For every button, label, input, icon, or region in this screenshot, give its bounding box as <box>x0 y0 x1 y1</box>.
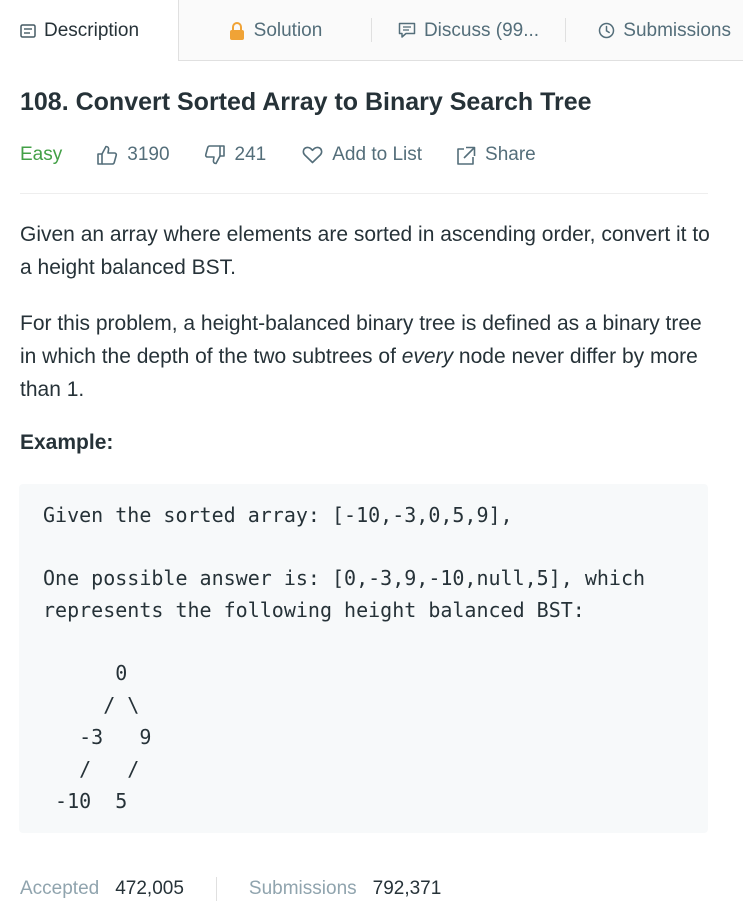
tab-rest-group <box>179 0 743 61</box>
submissions-count: 792,371 <box>372 878 442 899</box>
like-button[interactable] <box>96 144 169 166</box>
tab-discuss-label: Discuss (99... <box>423 19 540 41</box>
problem-title: 108. Convert Sorted Array to Binary Search Tree <box>20 88 592 116</box>
share-label: Share <box>485 144 536 165</box>
tab-solution-label: Solution <box>253 19 323 41</box>
divider <box>20 193 708 194</box>
heart-icon <box>302 146 323 164</box>
difficulty-badge: Easy <box>20 144 63 165</box>
submissions-label: Submissions <box>248 878 357 899</box>
share-icon <box>456 146 476 165</box>
tab-description-label: Description <box>44 19 140 41</box>
description-paragraph: Given an array where elements are sorted in ascending order, convert it to a height balanced BST. <box>20 223 710 279</box>
example-heading: Example: <box>20 431 114 454</box>
accepted-count: 472,005 <box>115 878 184 899</box>
tab-bar <box>0 0 743 61</box>
thumbs-down-icon <box>204 145 226 165</box>
paragraph-text: node never differ by more than 1. <box>20 345 698 401</box>
like-count: 3190 <box>127 144 170 165</box>
code-line: represents the following height balanced BST: <box>43 598 585 622</box>
add-to-list-button[interactable] <box>302 144 422 166</box>
dislike-button[interactable] <box>204 144 267 166</box>
lock-icon <box>228 21 246 41</box>
tab-description[interactable] <box>0 0 179 61</box>
tab-submissions-label: Submissions <box>623 19 731 41</box>
accepted-label: Accepted <box>20 878 100 899</box>
dislike-count: 241 <box>234 144 267 165</box>
tab-discuss[interactable] <box>372 0 565 61</box>
paragraph-text: For this problem, a height-balanced binary tree is defined as a binary tree in which the depth of the two subtrees of <box>20 312 702 368</box>
tab-solution[interactable] <box>179 0 371 61</box>
share-button[interactable] <box>456 144 536 166</box>
thumbs-up-icon <box>96 145 118 165</box>
code-line: Given the sorted array: [-10,-3,0,5,9], <box>43 503 513 527</box>
bst-diagram: 0 / \ -3 9 / / -10 5 <box>55 661 152 813</box>
problem-meta-bar <box>20 140 708 170</box>
stats-separator <box>216 877 217 901</box>
tab-submissions[interactable] <box>566 0 743 61</box>
code-line: One possible answer is: [0,-3,9,-10,null,5], which <box>43 566 646 590</box>
description-icon <box>20 24 36 38</box>
emphasis-text: every <box>401 345 454 368</box>
stats-bar <box>20 875 441 903</box>
clock-icon <box>598 22 615 39</box>
description-paragraph <box>20 307 710 406</box>
comment-icon <box>398 22 416 39</box>
add-to-list-label: Add to List <box>332 144 423 165</box>
